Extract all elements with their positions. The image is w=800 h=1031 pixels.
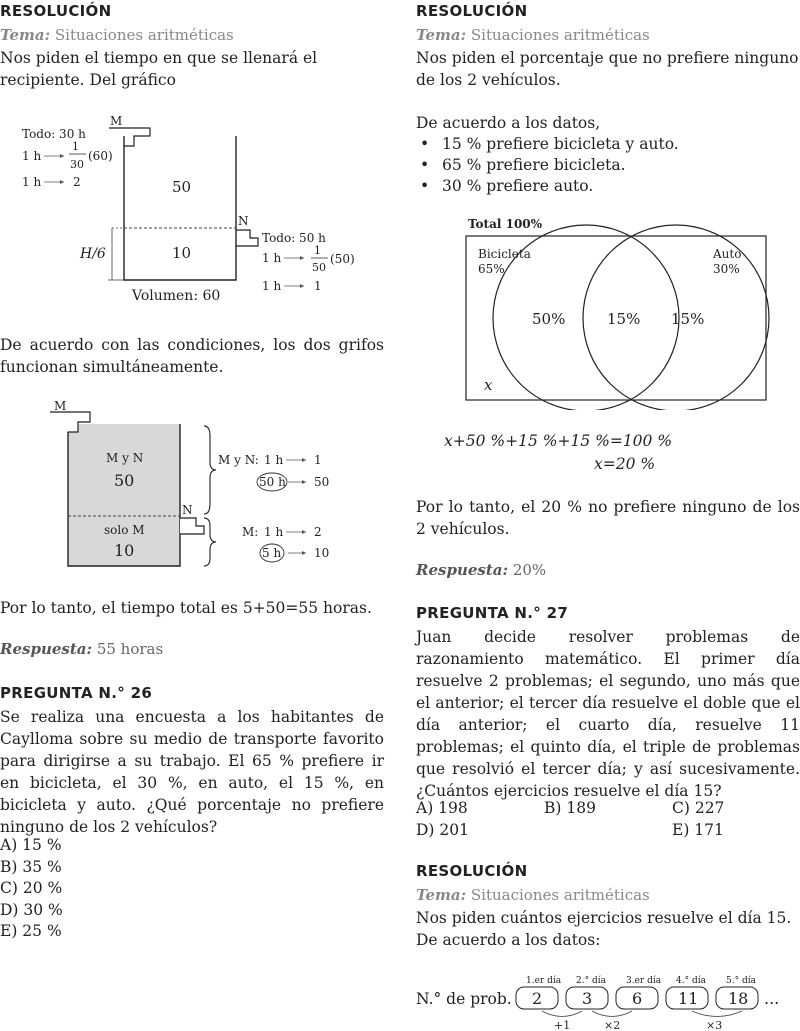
topic-label: Tema:: [416, 26, 467, 44]
m-only-rate-val: 2: [314, 525, 322, 539]
answer-line: [0, 640, 163, 658]
faucet-n: [236, 230, 258, 246]
seq-value-5: 18: [728, 989, 749, 1008]
m-only-time-val: 10: [314, 546, 330, 560]
brace-bottom: [204, 518, 216, 566]
venn-bike-pct: 65%: [478, 262, 505, 276]
venn-car-pct: 30%: [713, 262, 740, 276]
option-e[interactable]: E) 25 %: [0, 922, 62, 941]
equation-1: x+50 %+15 %+15 %=100 %: [444, 432, 673, 450]
bullet-item: • 15 % prefiere bicicleta y auto.: [416, 134, 679, 155]
faucet-m-label: M: [110, 114, 123, 128]
topic-label: Tema:: [416, 886, 467, 904]
lower-volume: 10: [172, 244, 192, 262]
m-rate-time-2: 1 h: [22, 175, 42, 189]
topic-line: [0, 26, 234, 44]
option-e[interactable]: E) 171: [672, 820, 724, 839]
seq-value-4: 11: [678, 989, 699, 1008]
seq-op-1: +1: [554, 1019, 571, 1031]
venn-x: x: [484, 376, 493, 394]
option-b[interactable]: B) 35 %: [0, 857, 62, 876]
frac-mul-m: (60): [88, 149, 113, 163]
venn-bike-only: 50%: [532, 310, 566, 328]
upper-volume: 50: [172, 178, 192, 196]
height-label: H/6: [80, 246, 106, 262]
day-label-5: 5.° día: [726, 976, 756, 986]
frac-mul-n: (50): [330, 252, 355, 266]
m-only-rate: 1 h: [264, 525, 284, 539]
bullet-item: • 65 % prefiere bicicleta.: [416, 155, 679, 176]
conclusion-text: Por lo tanto, el 20 % no prefiere ninguno de los 2 vehículos.: [416, 498, 800, 538]
condition-text: De acuerdo con las condiciones, los dos grifos funcionan simultáneamente.: [0, 336, 384, 376]
frac-den-n: 50: [312, 261, 326, 274]
option-c[interactable]: C) 20 %: [0, 879, 63, 898]
venn-bike-label: Bicicleta: [478, 247, 531, 261]
answer-label: Respuesta:: [416, 561, 509, 579]
brace-top: [204, 426, 216, 514]
question-27-options: [416, 798, 800, 841]
topic-value: Situaciones aritméticas: [470, 26, 650, 44]
myn-rate: 1 h: [264, 453, 284, 467]
seq-arc-3: [692, 1011, 742, 1017]
option-d[interactable]: D) 201: [416, 820, 469, 839]
n-rate-val-2: 1: [314, 279, 322, 293]
resolution-intro-2: Nos piden cuántos ejercicios resuelve el día 15.: [416, 909, 792, 927]
option-a[interactable]: A) 198: [416, 799, 468, 817]
faucet-m-2-label: M: [54, 400, 67, 413]
myn-label: M y N:: [218, 453, 259, 467]
data-bullets: [416, 134, 679, 197]
option-c[interactable]: C) 227: [672, 799, 725, 817]
venn-total: Total 100%: [468, 217, 543, 231]
answer-line: [416, 561, 546, 579]
option-d[interactable]: D) 30 %: [0, 900, 63, 919]
m-total-time: Todo: 30 h: [22, 127, 86, 141]
venn-car-only: 15%: [671, 310, 705, 328]
faucet-n-2-label: N: [182, 503, 193, 517]
myn-time-val: 50: [314, 475, 330, 489]
tank-diagram-2: [0, 400, 390, 575]
topic-line-2: [416, 886, 650, 904]
topic-label: Tema:: [0, 26, 51, 44]
day-label-4: 4.° día: [676, 976, 706, 986]
data-intro-2: De acuerdo a los datos:: [416, 931, 601, 949]
question-27-title: PREGUNTA N.° 27: [416, 604, 569, 622]
question-27-text: Juan decide resolver problemas de razonamiento matemático. El primer día resuelve 2 problemas; el segundo, uno más que el anterior; el tercer día resuelve el doble que el día anterior; el cuarto día, resuelve 11 problemas; el quinto día, el triple de problemas que resolvió el tercer día; y así sucesivamente. ¿Cuántos ejercicios resuelve el día 15?: [416, 628, 800, 800]
seq-value-1: 2: [532, 989, 543, 1008]
topic-value: Situaciones aritméticas: [470, 886, 650, 904]
seq-value-3: 6: [632, 989, 643, 1008]
topic-value: Situaciones aritméticas: [54, 26, 234, 44]
m-rate-val-2: 2: [73, 175, 81, 189]
answer-label: Respuesta:: [0, 640, 93, 658]
top-section-value: 50: [114, 471, 135, 490]
volume-label: Volumen: 60: [132, 288, 221, 304]
seq-op-2: ×2: [604, 1019, 621, 1031]
question-26-title: PREGUNTA N.° 26: [0, 684, 153, 702]
n-total-time: Todo: 50 h: [262, 231, 326, 245]
option-a[interactable]: A) 15 %: [0, 836, 62, 854]
myn-rate-val: 1: [314, 453, 322, 467]
option-b[interactable]: B) 189: [544, 799, 596, 817]
seq-ellipsis: ...: [764, 989, 780, 1008]
faucet-m: [109, 128, 150, 146]
bullet-item: • 30 % prefiere auto.: [416, 176, 679, 197]
resolution-intro: Nos piden el porcentaje que no prefiere ninguno de los 2 vehículos.: [416, 49, 799, 89]
sequence-diagram: [512, 970, 800, 1031]
answer-value: 20%: [512, 561, 547, 579]
tank-diagram-1: [0, 108, 390, 308]
resolution-heading-2: RESOLUCIÓN: [416, 862, 528, 880]
m-rate-time: 1 h: [22, 149, 42, 163]
seq-op-3: ×3: [706, 1019, 723, 1031]
venn-car-label: Auto: [713, 247, 742, 261]
faucet-n-label: N: [238, 214, 249, 228]
seq-arc-2: [592, 1011, 632, 1017]
question-26-text: Se realiza una encuesta a los habitantes de Caylloma sobre su medio de transporte favorito para dirigirse a su trabajo. El 65 % prefiere ir en bicicleta, el 30 %, en auto, el 15 %, en bicicleta y auto. ¿Qué porcentaje no prefiere ninguno de los 2 vehículos?: [0, 708, 384, 836]
m-only-label: M:: [242, 525, 259, 539]
seq-arc-1: [542, 1011, 582, 1017]
frac-num-n: 1: [314, 244, 321, 257]
top-section-label: M y N: [106, 451, 144, 465]
venn-intersection: 15%: [607, 310, 641, 328]
conclusion-text: Por lo tanto, el tiempo total es 5+50=55 horas.: [0, 599, 372, 617]
frac-num-m: 1: [72, 140, 79, 153]
seq-value-2: 3: [582, 989, 593, 1008]
data-intro: De acuerdo a los datos,: [416, 114, 601, 132]
question-26-options: [0, 835, 63, 943]
resolution-heading: RESOLUCIÓN: [0, 2, 112, 20]
bottom-section-value: 10: [114, 541, 135, 560]
topic-line: [416, 26, 650, 44]
n-rate-time: 1 h: [262, 251, 282, 265]
resolution-intro: Nos piden el tiempo en que se llenará el recipiente. Del gráfico: [0, 49, 318, 89]
resolution-heading: RESOLUCIÓN: [416, 2, 528, 20]
m-only-time: 5 h: [262, 546, 282, 560]
sequence-label: N.° de prob.: [416, 990, 512, 1008]
day-label-2: 2.° día: [576, 976, 606, 986]
myn-time: 50 h: [259, 475, 286, 489]
frac-den-m: 30: [70, 158, 84, 171]
day-label-3: 3.er día: [626, 976, 662, 986]
faucet-n-2: [180, 518, 204, 534]
n-rate-time-2: 1 h: [262, 279, 282, 293]
venn-diagram: [456, 210, 776, 410]
day-label-1: 1.er día: [526, 976, 562, 986]
answer-value: 55 horas: [96, 640, 164, 658]
bottom-section-label: solo M: [104, 523, 145, 537]
equation-2: x=20 %: [594, 455, 656, 473]
